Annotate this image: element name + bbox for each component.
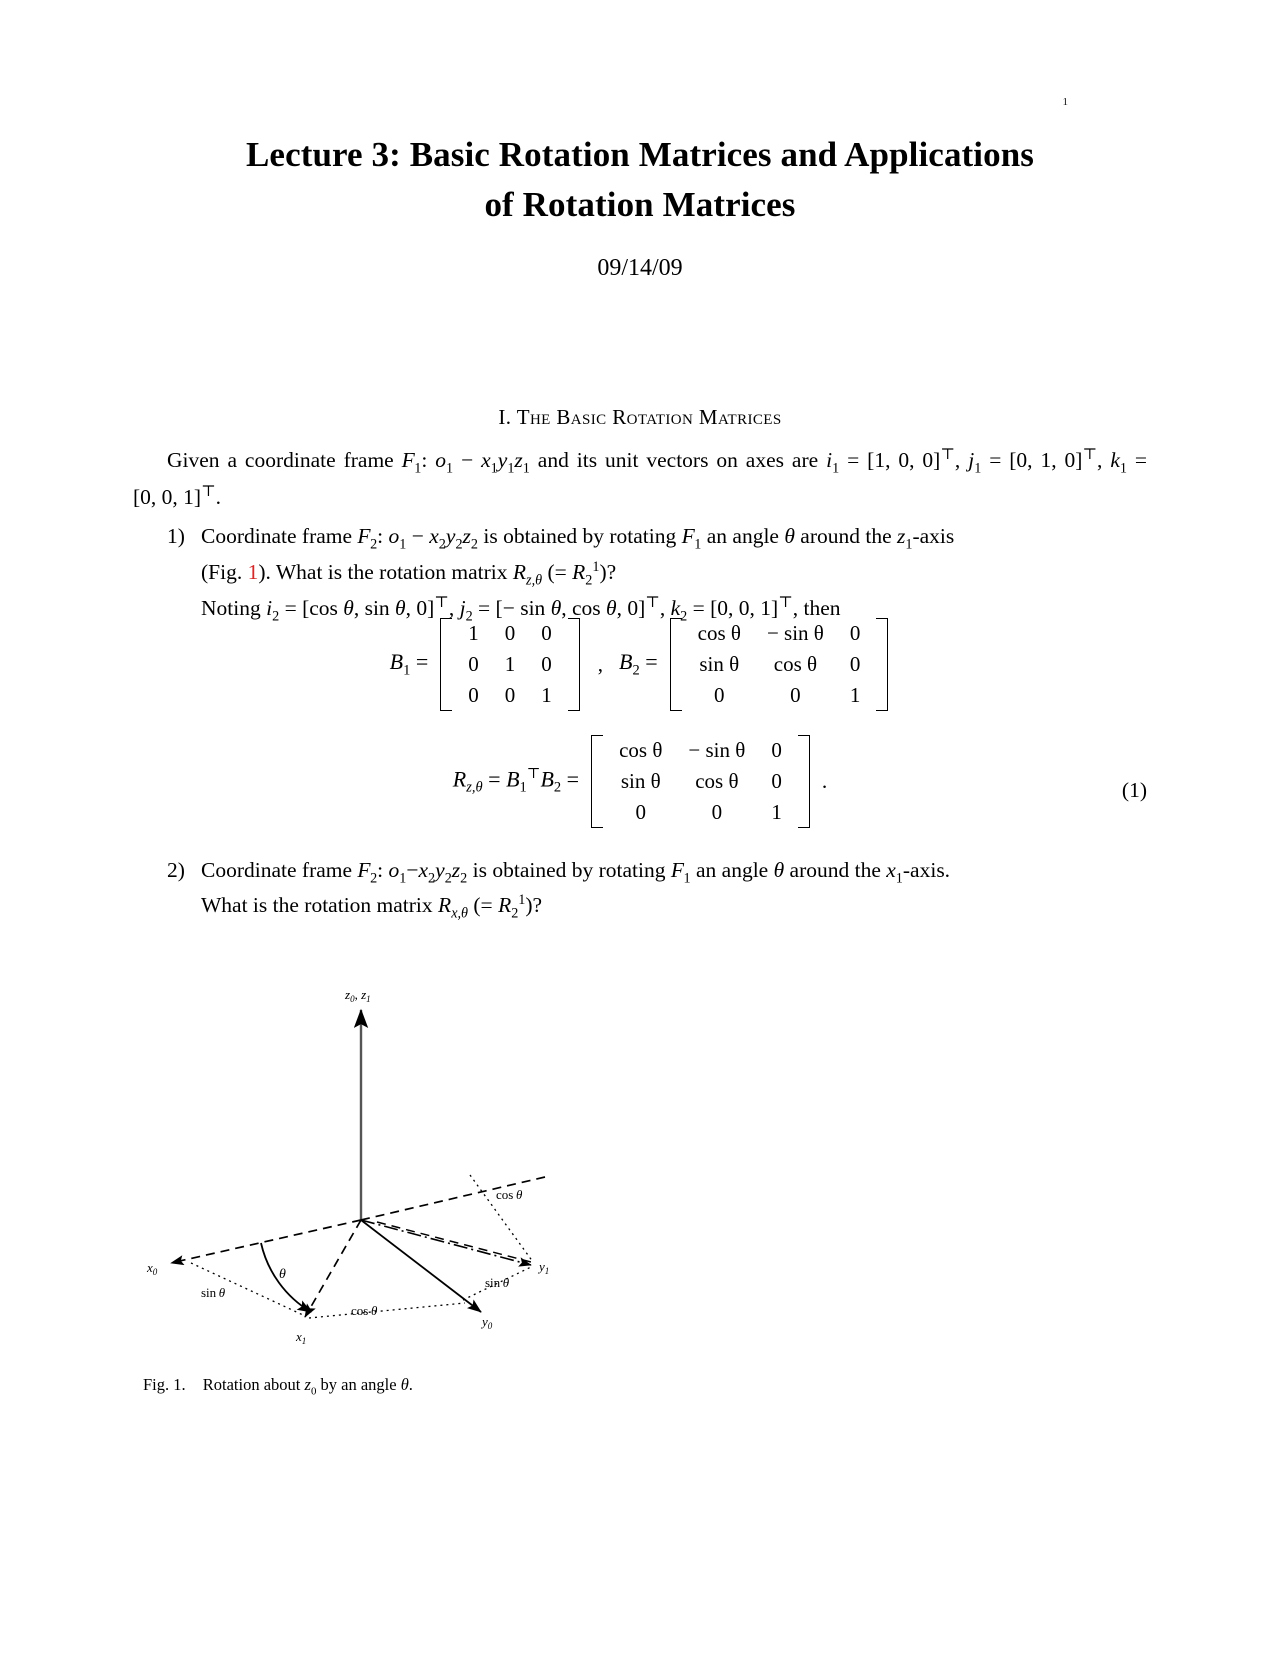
- bracket-right-icon: [798, 735, 810, 828]
- item1-line1: Coordinate frame $F_2$: $o_1 - x_2y_2z_2$ is obtained by rotating $F_1$ an angle θ around the $z_1$-axis: [201, 524, 955, 553]
- matrix-b2: [668, 618, 891, 711]
- parallelogram-dashed-side: [377, 1222, 531, 1262]
- cell: 1: [468, 621, 479, 645]
- body-text-item2: [133, 848, 1147, 925]
- cell: 1: [541, 683, 552, 707]
- y1-axis-line: [361, 1220, 531, 1265]
- projection-dotted-cos-mid: [309, 1303, 465, 1318]
- bracket-left-icon: [440, 618, 452, 711]
- label-x1: x1: [296, 1329, 307, 1346]
- cell: 0: [541, 621, 552, 645]
- cell: 0: [635, 800, 646, 824]
- theta-arc: [261, 1243, 311, 1312]
- list-item: [133, 854, 1147, 925]
- cell: 0: [504, 621, 516, 645]
- cell: 0: [714, 683, 725, 707]
- rz-label: $R_{z,\theta} = B_1^⊤B_2$ =: [452, 766, 580, 796]
- label-theta: θ: [279, 1267, 286, 1282]
- page-number: 1: [1062, 96, 1068, 108]
- label-x0: x0: [147, 1260, 158, 1277]
- cell: − sin θ: [688, 738, 746, 762]
- bracket-right-icon: [568, 618, 580, 711]
- cell: 0: [541, 652, 552, 676]
- bracket-left-icon: [591, 735, 603, 828]
- cell: cos θ: [619, 738, 663, 762]
- cell: − sin θ: [766, 621, 824, 645]
- equation-period: .: [821, 769, 828, 793]
- matrix-rz: [589, 735, 812, 828]
- cell: 0: [711, 800, 723, 824]
- equation-number: (1): [1121, 778, 1147, 802]
- b2-label: $B_2$ =: [619, 649, 658, 679]
- matrix-separator: ,: [597, 652, 603, 676]
- cell: 1: [849, 683, 861, 707]
- item1-line2: (Fig. 1). What is the rotation matrix $R_{z,\theta}$ (= $R_2^1$)?: [201, 558, 617, 589]
- label-cos-theta-lower-mid: cos θ: [351, 1303, 378, 1318]
- section-title: The Basic Rotation Matrices: [516, 405, 782, 429]
- label-z-axis: z0, z1: [345, 987, 371, 1004]
- title-line-2: of Rotation Matrices: [484, 184, 796, 224]
- matrix-b1: [438, 618, 582, 711]
- cell: 0: [849, 652, 861, 676]
- document-date: 09/14/09: [597, 255, 683, 282]
- section-number: I.: [498, 405, 512, 429]
- cell: sin θ: [620, 769, 661, 793]
- cell: cos θ: [697, 621, 741, 645]
- cell: sin θ: [699, 652, 740, 676]
- x0-axis-line: [171, 1220, 361, 1263]
- enumerated-list: [133, 520, 1147, 628]
- title-line-1: Lecture 3: Basic Rotation Matrices and Applications: [245, 135, 1035, 174]
- intro-paragraph: Given a coordinate frame $F_1$: $o_1 - x_1y_1z_1$ and its unit vectors on axes are $i_1 = [1$, 0, 0]⊤, $j_1 = [0$, 1, 0]⊤, $k_1 = [0$, 0, 1]⊤.: [133, 446, 1148, 509]
- item1-line3: Noting $i_2 = [\cos$ θ, sin θ, 0]⊤, $j_2$ = [− sin θ, cos θ, 0]⊤, $k_2 = [0$, 0, 1]⊤, then: [201, 594, 841, 625]
- cell: 0: [504, 683, 516, 707]
- figure-caption-text: Rotation about $z_0$ by an angle θ.: [202, 1375, 413, 1398]
- item2-line2: What is the rotation matrix $R_{x,\theta}$ (= $R_2^1$)?: [201, 892, 543, 922]
- cell: cos θ: [695, 769, 739, 793]
- cell: 0: [771, 769, 782, 793]
- b1-label: $B_1$ =: [389, 649, 429, 679]
- bracket-left-icon: [670, 618, 682, 711]
- cell: 0: [468, 652, 479, 676]
- cell: cos θ: [773, 652, 818, 676]
- cell: 1: [504, 652, 516, 676]
- figure-caption-label: Fig. 1.: [143, 1375, 186, 1394]
- cell: 0: [771, 738, 782, 762]
- figure-caption: [143, 1375, 1043, 1397]
- figure-rotation-diagram: [133, 975, 1147, 1355]
- page-title: [140, 130, 1140, 229]
- bracket-right-icon: [876, 618, 888, 711]
- cell: 0: [468, 683, 479, 707]
- list-marker-1: 1): [167, 524, 185, 549]
- list-marker-2: 2): [167, 858, 185, 882]
- cell: 0: [849, 621, 861, 645]
- title-block: [140, 130, 1140, 282]
- item2-line1: Coordinate frame $F_2$: $o_1-x_2y_2z_2$ is obtained by rotating $F_1$ an angle θ around the $x_1$-axis.: [201, 858, 951, 887]
- label-cos-theta-upper-right: cos θ: [496, 1187, 523, 1202]
- section-heading: [140, 405, 1140, 430]
- enumerated-list-2: [133, 854, 1147, 925]
- list-item: [133, 520, 1147, 628]
- label-sin-theta-lower-right: sin θ: [485, 1275, 510, 1290]
- figure-reference-link[interactable]: 1: [247, 559, 259, 584]
- body-text: [133, 443, 1147, 628]
- label-sin-theta-lower-left: sin θ: [201, 1285, 226, 1300]
- cell: 1: [771, 800, 782, 824]
- equation-b-matrices: [133, 618, 1147, 711]
- equation-rz-theta: [133, 735, 1147, 828]
- cell: 0: [790, 683, 801, 707]
- label-y1: y1: [539, 1259, 550, 1276]
- label-y0: y0: [482, 1314, 493, 1331]
